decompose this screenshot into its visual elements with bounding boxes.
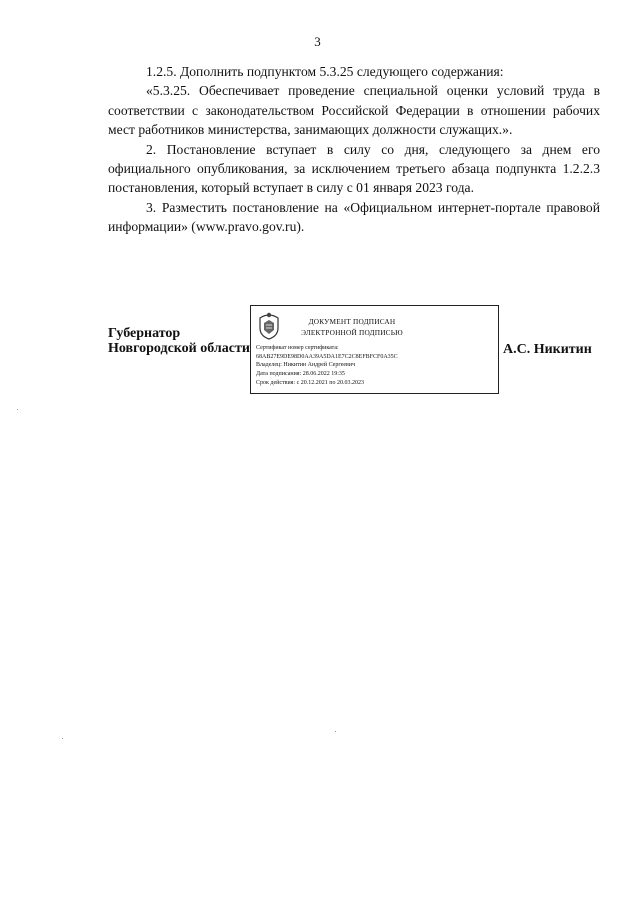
- cert-validity: Срок действия: с 20.12.2021 по 20.03.2023: [256, 379, 364, 386]
- signer-name: А.С. Никитин: [503, 342, 592, 357]
- stamp-title-line-2: ЭЛЕКТРОННОЙ ПОДПИСЬЮ: [301, 328, 403, 337]
- cert-number: 68AB27E9DE98D0AA39A5DA1E7C2C8EFBFCF0A35C: [256, 353, 398, 360]
- stamp-title-line-1: ДОКУМЕНТ ПОДПИСАН: [308, 317, 396, 326]
- stamp-details: [256, 344, 398, 388]
- signed-date: Дата подписания: 28.06.2022 19:35: [256, 371, 345, 378]
- cert-label: Сертификат номер сертификата:: [256, 345, 339, 351]
- scan-speck: [62, 738, 63, 739]
- cert-owner: Владелец: Никитин Андрей Сергеевич: [256, 362, 356, 369]
- signatory-position: [108, 326, 250, 356]
- position-line-1: Губернатор: [108, 326, 181, 341]
- electronic-signature-stamp: [250, 305, 499, 394]
- document-body: [108, 62, 600, 237]
- page-number: 3: [314, 34, 321, 49]
- scan-speck: [17, 409, 18, 410]
- paragraph-3: 3. Разместить постановление на «Официальном интернет-портале правовой информации» (www.pravo.gov.ru).: [108, 199, 600, 235]
- scan-speck: [335, 731, 336, 732]
- paragraph-5-3-25: «5.3.25. Обеспечивает проведение специальной оценки условий труда в соответствии с законодательством Российской Федерации в отношении рабочих мест работников министерства, занимающих должности служащих.».: [108, 83, 600, 138]
- coat-of-arms-icon: [257, 310, 281, 340]
- position-line-2: Новгородской области: [108, 341, 250, 356]
- paragraph-1-2-5: 1.2.5. Дополнить подпунктом 5.3.25 следующего содержания:: [146, 64, 504, 79]
- paragraph-2: 2. Постановление вступает в силу со дня, следующего за днем его официального опубликования, за исключением третьего абзаца подпункта 1.2.2.3 постановления, который вступает в силу с 01 января 2023 года.: [108, 141, 600, 196]
- stamp-title: [297, 316, 407, 338]
